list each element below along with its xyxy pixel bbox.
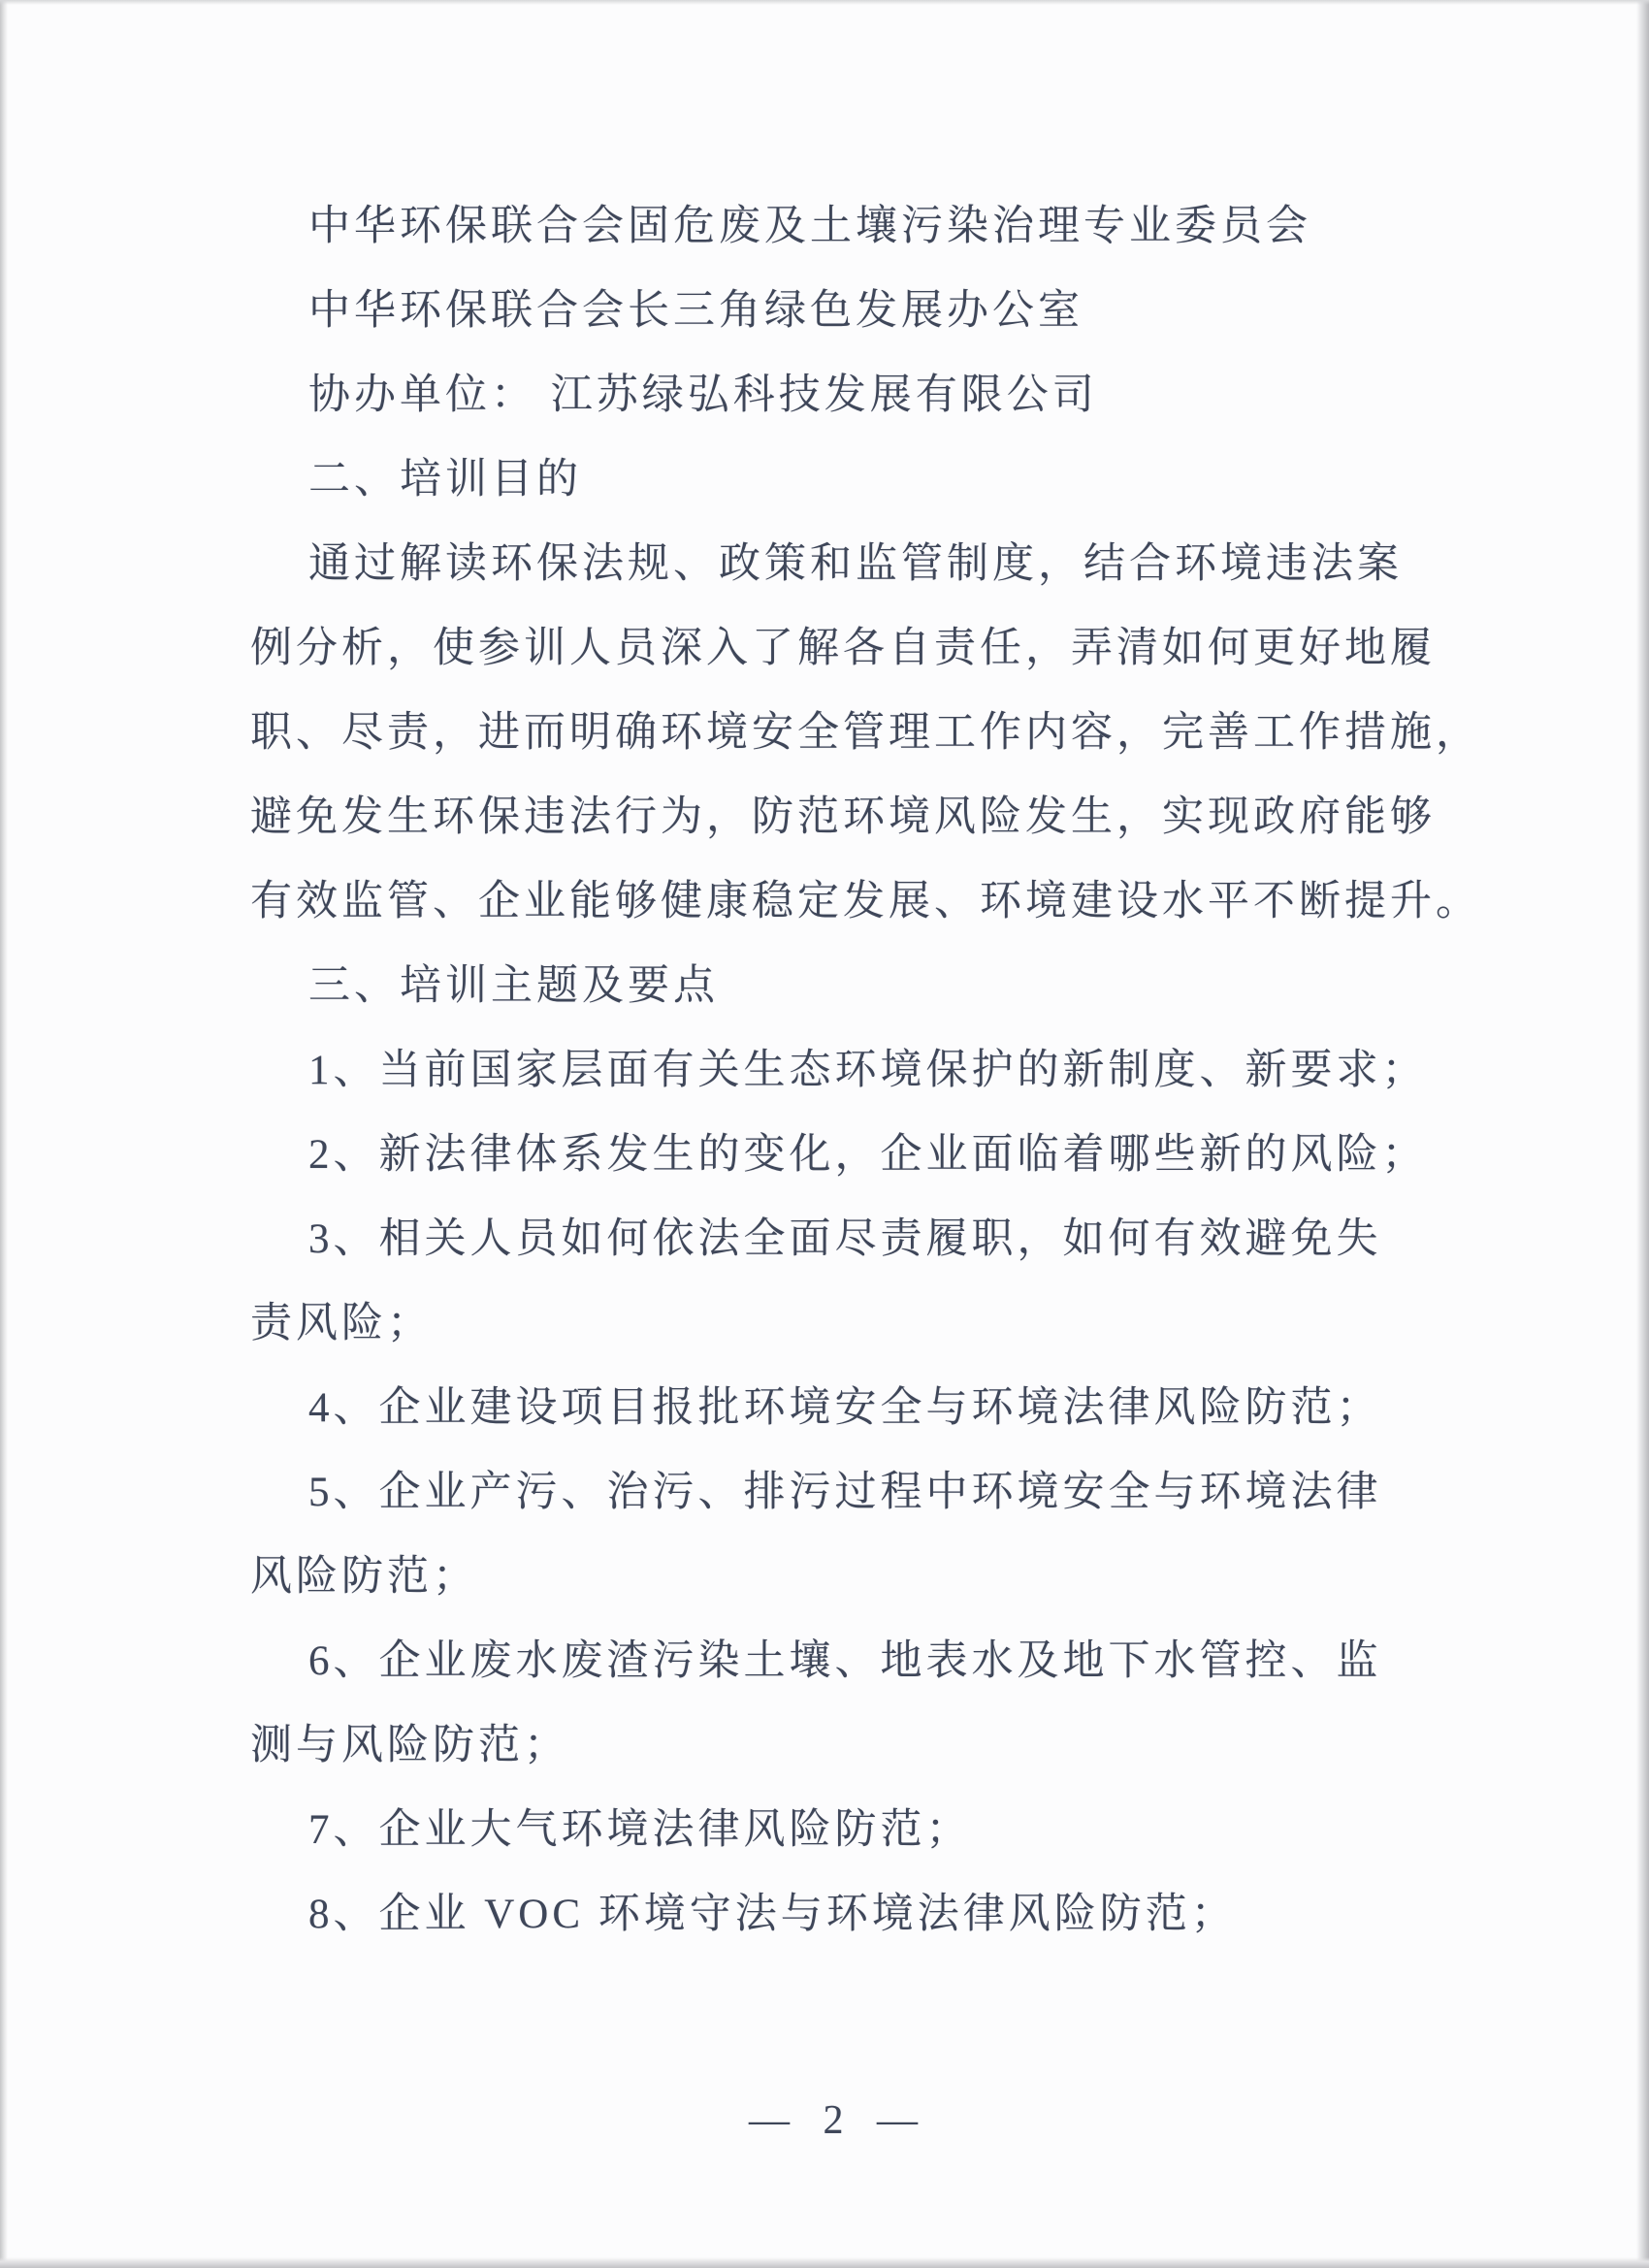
topic-item-line: 3、相关人员如何依法全面尽责履职，如何有效避免失 <box>308 1216 1382 1262</box>
topic-item-continuation-line: 风险防范； <box>250 1554 478 1600</box>
topic-item-line: 1、当前国家层面有关生态环境保护的新制度、新要求； <box>308 1048 1428 1093</box>
host-org-line: 中华环保联合会固危废及土壤污染治理专业委员会 <box>308 204 1311 249</box>
topic-item-line: 2、新法律体系发生的变化，企业面临着哪些新的风险； <box>308 1132 1428 1178</box>
paragraph-line: 例分析，使参训人员深入了解各自责任，弄清如何更好地履 <box>250 626 1436 671</box>
co-organizer-line: 协办单位： 江苏绿弘科技发展有限公司 <box>308 373 1098 418</box>
topic-item-line: 7、企业大气环境法律风险防范； <box>308 1807 972 1853</box>
topic-item-line: 6、企业废水废渣污染土壤、地表水及地下水管控、监 <box>308 1638 1382 1684</box>
topic-item-line: 8、企业 VOC 环境守法与环境法律风险防范； <box>308 1892 1237 1937</box>
topic-item-continuation-line: 责风险； <box>250 1301 433 1346</box>
section-heading-training-topics: 三、培训主题及要点 <box>308 963 719 1009</box>
host-org-line: 中华环保联合会长三角绿色发展办公室 <box>308 288 1083 334</box>
paragraph-line: 避免发生环保违法行为，防范环境风险发生，实现政府能够 <box>250 794 1436 840</box>
scan-edge-bottom <box>0 2257 1649 2268</box>
topic-item-continuation-line: 测与风险防范； <box>250 1723 569 1768</box>
page-number: — 2 — <box>749 2098 929 2143</box>
paragraph-line: 有效监管、企业能够健康稳定发展、环境建设水平不断提升。 <box>250 879 1481 924</box>
topic-item-line: 4、企业建设项目报批环境安全与环境法律风险防范； <box>308 1385 1382 1431</box>
topic-item-line: 5、企业产污、治污、排污过程中环境安全与环境法律 <box>308 1470 1382 1515</box>
paragraph-line: 通过解读环保法规、政策和监管制度，结合环境违法案 <box>308 541 1403 587</box>
paragraph-line: 职、尽责，进而明确环境安全管理工作内容，完善工作措施， <box>250 710 1481 756</box>
section-heading-training-purpose: 二、培训目的 <box>308 457 582 502</box>
